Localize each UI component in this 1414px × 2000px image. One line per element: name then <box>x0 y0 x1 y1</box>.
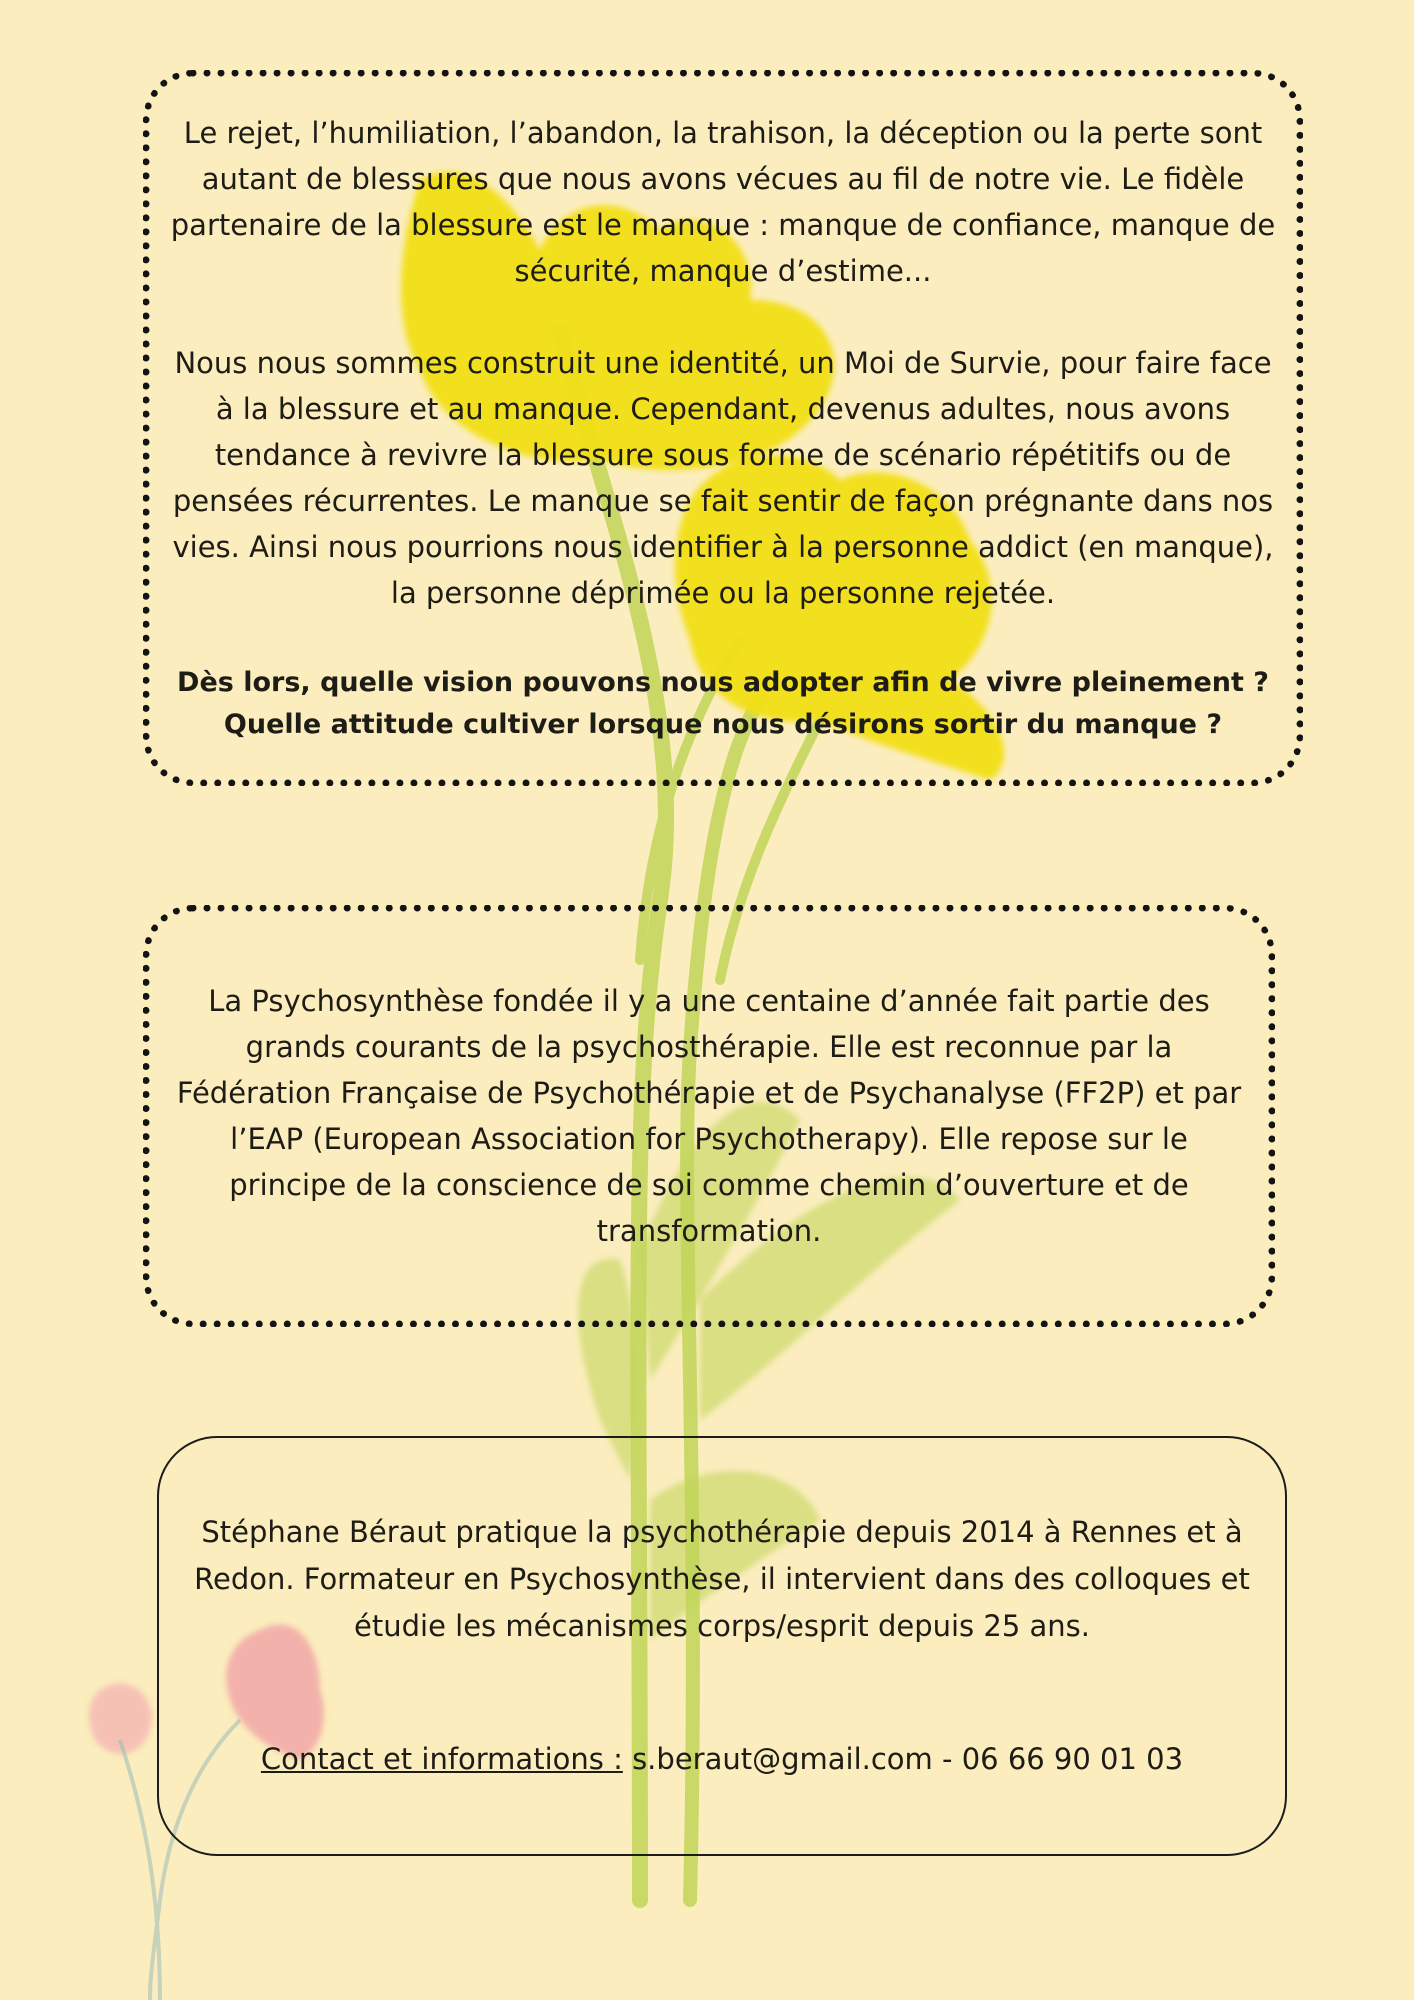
author-bio: Stéphane Béraut pratique la psychothérapie depuis 2014 à Rennes et à Redon. Formateur en Psychosynthèse, il intervient dans des colloques et étudie les mécanismes corps/esprit depuis 25 ans. <box>194 1515 1250 1643</box>
intro-question-1: Dès lors, quelle vision pouvons nous adopter afin de vivre pleinement ? <box>177 667 1269 698</box>
author-box <box>157 1436 1287 1856</box>
intro-question-2: Quelle attitude cultiver lorsque nous désirons sortir du manque ? <box>223 709 1223 740</box>
intro-paragraph-1: Le rejet, l’humiliation, l’abandon, la trahison, la déception ou la perte sont autant de blessures que nous avons vécues au fil de notre vie. Le fidèle partenaire de la blessure est le manque : manque de confiance, manque de sécurité, manque d’estime... <box>170 116 1276 288</box>
psychosynthese-paragraph: La Psychosynthèse fondée il y a une centaine d’année fait partie des grands courants de la psychosthérapie. Elle est reconnue par la Fédération Française de Psychothérapie et de Psychanalyse (FF2P) et par l’EAP (European Association for Psychotherapy). Elle repose sur le principe de la conscience de soi comme chemin d’ouverture et de transformation. <box>176 984 1242 1248</box>
contact-line <box>189 1736 1255 1783</box>
intro-paragraph-2: Nous nous sommes construit une identité, un Moi de Survie, pour faire face à la blessure et au manque. Cependant, devenus adultes, nous avons tendance à revivre la blessure sous forme de scénario répétitifs ou de pensées récurrentes. Le manque se fait sentir de façon prégnante dans nos vies. Ainsi nous pourrions nous identifier à la personne addict (en manque), la personne déprimée ou la personne rejetée. <box>172 346 1274 610</box>
contact-label: Contact et informations : <box>260 1742 623 1776</box>
contact-value: s.beraut@gmail.com - 06 66 90 01 03 <box>622 1742 1184 1776</box>
psychosynthese-box <box>143 905 1275 1327</box>
intro-box <box>143 70 1303 786</box>
